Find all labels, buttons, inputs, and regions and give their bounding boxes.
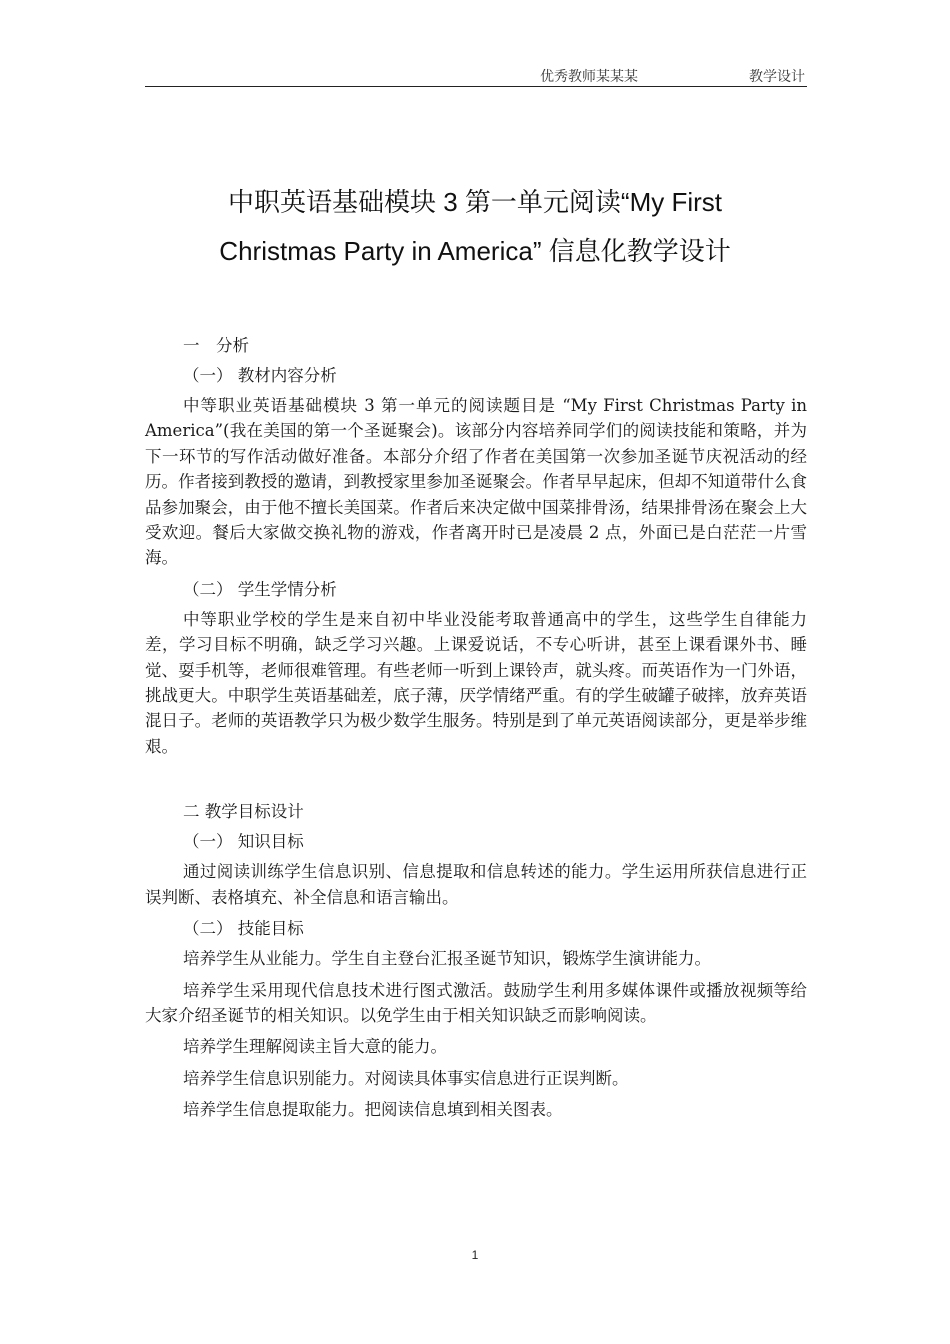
subsection-heading-skills: （二） 技能目标 [183,919,304,939]
paragraph-skill-objective: 培养学生理解阅读主旨大意的能力。 [183,1037,447,1057]
paragraph-content-analysis: 中等职业英语基础模块 3 第一单元的阅读题目是 “My First Christmas Party in America”(我在美国的第一个圣诞聚会)。该部分内容培养同学们的阅读技能和策略，并为下一环节的写作活动做好准备。本部分介绍了作者在美国第一次参加圣诞节庆祝活动的经历。作者接到教授的邀请，到教授家里参加圣诞聚会。作者早早起床，但却不知道带什么食品参加聚会，由于他不擅长美国菜。作者后来决定做中国菜排骨汤，结果排骨汤在聚会上大受欢迎。餐后大家做交换礼物的游戏，作者离开时已是凌晨 2 点，外面已是白茫茫一片雪海。 [145,396,807,568]
title-line-1: 中职英语基础模块 3 第一单元阅读“My First [228,187,722,217]
header-category: 教学设计 [749,69,805,85]
paragraph-skill-objective: 培养学生从业能力。学生自主登台汇报圣诞节知识，锻炼学生演讲能力。 [183,949,711,969]
document-title [120,178,830,276]
section-heading-analysis: 一 分析 [183,336,249,355]
subsection-heading-knowledge: （一） 知识目标 [183,832,304,852]
page-number: 1 [471,1248,479,1262]
header-divider [145,86,807,87]
paragraph-skill-objective: 培养学生信息提取能力。把阅读信息填到相关图表。 [183,1100,563,1120]
subsection-heading-students: （二） 学生学情分析 [183,579,337,599]
paragraph-knowledge-objective: 通过阅读训练学生信息识别、信息提取和信息转述的能力。学生运用所获信息进行正误判断、表格填充、补全信息和语言输出。 [145,862,807,907]
paragraph-skill-objective: 培养学生采用现代信息技术进行图式激活。鼓励学生利用多媒体课件或播放视频等给大家介绍圣诞节的相关知识。以免学生由于相关知识缺乏而影响阅读。 [145,980,807,1025]
title-line-2: Christmas Party in America” 信息化教学设计 [219,236,731,266]
paragraph-skill-objective: 培养学生信息识别能力。对阅读具体事实信息进行正误判断。 [183,1068,629,1088]
document-body [145,333,807,1123]
page-header [145,64,807,86]
paragraph-student-analysis: 中等职业学校的学生是来自初中毕业没能考取普通高中的学生，这些学生自律能力差，学习目标不明确，缺乏学习兴趣。上课爱说话，不专心听讲，甚至上课看课外书、睡觉、耍手机等，老师很难管理。有些老师一听到上课铃声，就头疼。而英语作为一门外语，挑战更大。中职学生英语基础差，底子薄，厌学情绪严重。有的学生破罐子破摔，放弃英语混日子。老师的英语教学只为极少数学生服务。特别是到了单元英语阅读部分，更是举步维艰。 [145,609,807,756]
subsection-heading-content: （一） 教材内容分析 [183,366,337,385]
section-heading-objectives: 二 教学目标设计 [183,802,304,822]
header-author: 优秀教师某某某 [540,69,638,85]
